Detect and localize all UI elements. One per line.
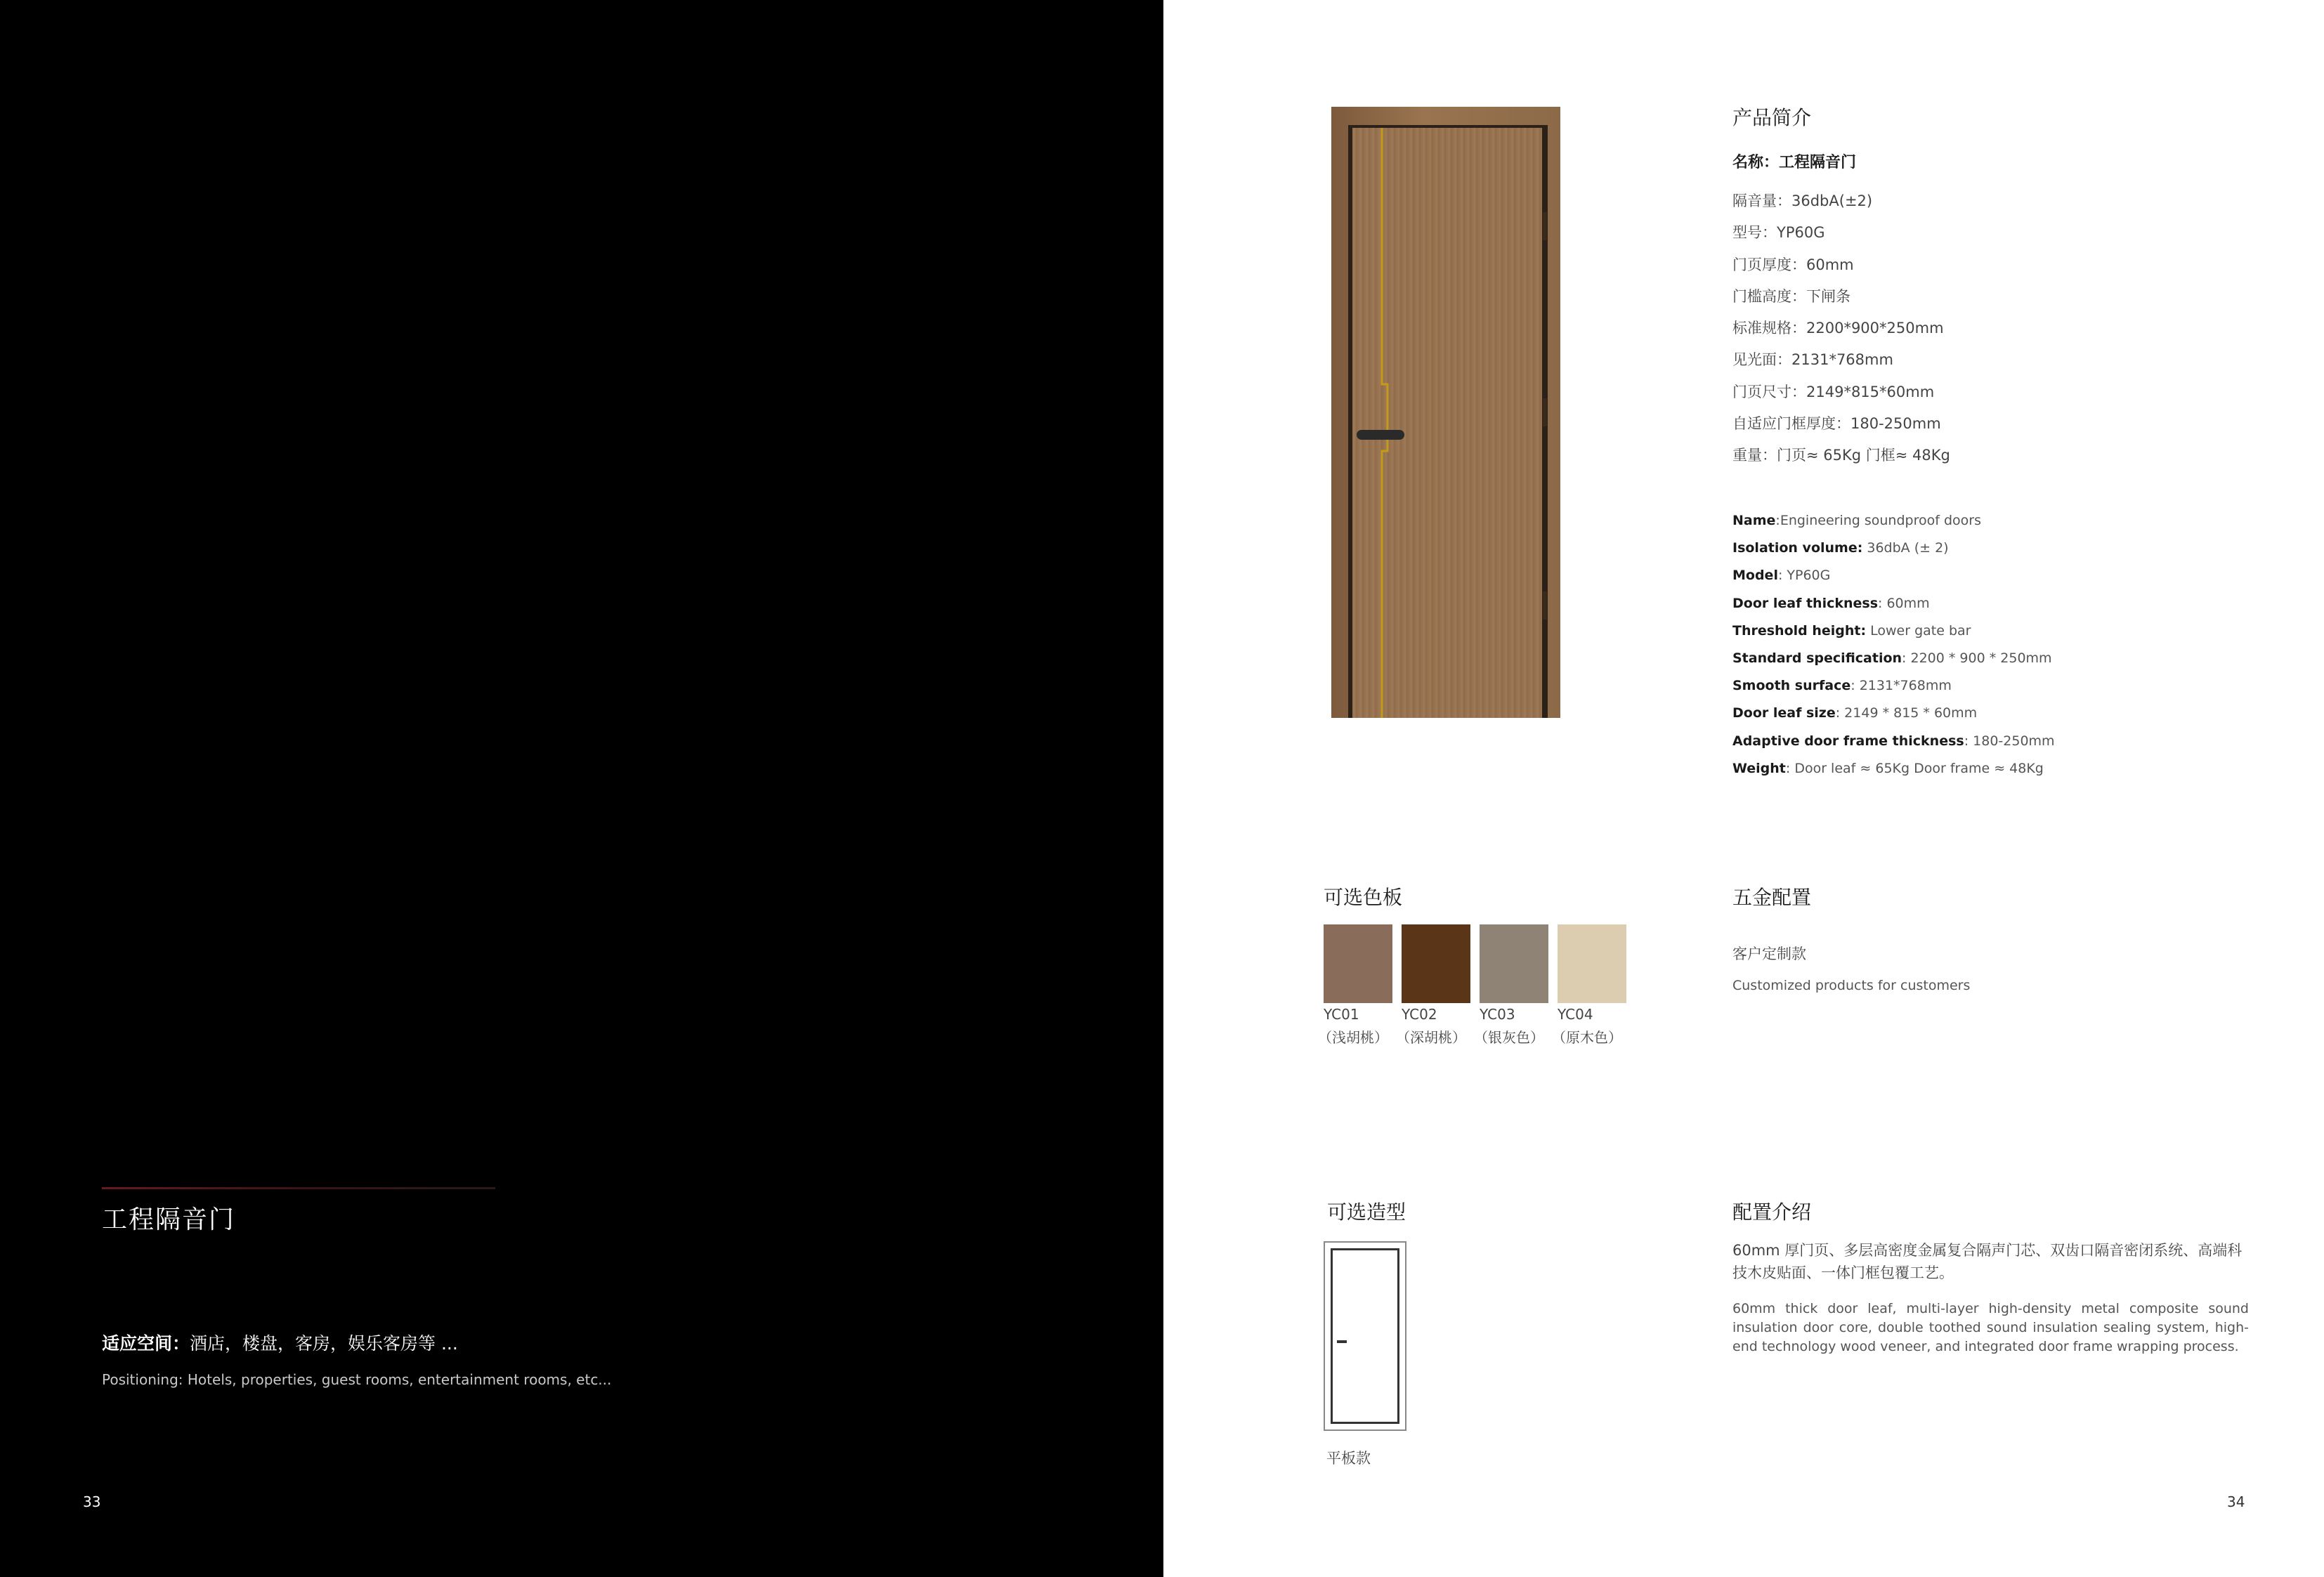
- specs-en-list: [1732, 513, 2055, 788]
- swatch-code: YC02: [1402, 1006, 1437, 1023]
- swatch-color: [1402, 924, 1470, 1003]
- page-number-right: 34: [2227, 1493, 2245, 1510]
- gold-inlay-line: [1331, 107, 1560, 718]
- application-label: 适应空间：: [102, 1333, 190, 1354]
- spec-cn-item: 自适应门框厚度：180-250mm: [1732, 415, 1941, 433]
- style-thumbnail-flat[interactable]: [1324, 1241, 1406, 1431]
- hinge-bottom: [1543, 591, 1547, 620]
- intro-heading: 产品简介: [1732, 106, 1812, 129]
- spec-en-value: Lower gate bar: [1866, 622, 1971, 639]
- swatch-code: YC01: [1324, 1006, 1359, 1023]
- spec-en-item: [1732, 733, 2055, 761]
- spec-cn-item: 型号：YP60G: [1732, 224, 1825, 242]
- swatch-code: YC03: [1480, 1006, 1515, 1023]
- spec-en-value: : YP60G: [1777, 568, 1831, 584]
- swatch-color: [1480, 924, 1548, 1003]
- colors-heading: 可选色板: [1324, 886, 1403, 909]
- config-heading: 配置介绍: [1732, 1200, 1812, 1224]
- swatch-name: （深胡桃）: [1396, 1029, 1466, 1046]
- spec-en-value: : 2200 * 900 * 250mm: [1902, 650, 2052, 666]
- spec-en-item: [1732, 650, 2055, 678]
- application-spaces: [102, 1330, 458, 1355]
- spec-en-label: Name: [1732, 513, 1776, 528]
- specs-cn-list: [1732, 190, 1950, 476]
- spec-en-item: [1732, 513, 2055, 540]
- spec-en-label: Door leaf size: [1732, 705, 1836, 721]
- spec-en-value: : 60mm: [1878, 595, 1930, 611]
- spec-en-label: Standard specification: [1732, 650, 1902, 666]
- door-handle: [1357, 430, 1404, 440]
- swatch-row: [1318, 924, 1626, 1049]
- spec-en-value: 36dbA (± 2): [1862, 540, 1949, 556]
- spec-en-item: [1732, 761, 2055, 788]
- swatch-yc04[interactable]: [1552, 924, 1626, 1049]
- spec-cn-item: 见光面：2131*768mm: [1732, 351, 1893, 369]
- spec-en-label: Weight: [1732, 760, 1786, 776]
- spec-en-label: Adaptive door frame thickness: [1732, 733, 1964, 749]
- accent-rule: [102, 1187, 495, 1189]
- spec-cn-item: 门页尺寸：2149*815*60mm: [1732, 383, 1935, 400]
- hardware-cn: 客户定制款: [1732, 945, 1806, 962]
- style-caption: 平板款: [1326, 1450, 1371, 1467]
- swatch-yc03[interactable]: [1474, 924, 1548, 1049]
- spec-cn-item: 门页厚度：60mm: [1732, 256, 1854, 273]
- thumbnail-handle: [1337, 1340, 1347, 1343]
- swatch-code: YC04: [1558, 1006, 1593, 1023]
- swatch-color: [1558, 924, 1626, 1003]
- spec-en-item: [1732, 568, 2055, 595]
- spec-en-value: :Engineering soundproof doors: [1775, 513, 1981, 528]
- spec-en-value: : Door leaf ≈ 65Kg Door frame ≈ 48Kg: [1785, 760, 2044, 776]
- hinge-middle: [1543, 398, 1547, 426]
- swatch-name: （浅胡桃）: [1318, 1029, 1388, 1046]
- spec-en-item: [1732, 540, 2055, 568]
- hinge-top: [1543, 212, 1547, 240]
- spec-en-label: Smooth surface: [1732, 678, 1851, 694]
- config-en: 60mm thick door leaf, multi-layer high-density metal composite sound insulation door core, double toothed sound insulation sealing system, high-end technology wood veneer, and integrated door frame wrapping process.: [1732, 1301, 2249, 1354]
- positioning-en: Positioning: Hotels, properties, guest rooms, entertainment rooms, etc...: [102, 1371, 612, 1388]
- spec-en-value: : 2131*768mm: [1850, 678, 1952, 694]
- swatch-name: （原木色）: [1552, 1029, 1622, 1046]
- styles-heading: 可选造型: [1327, 1200, 1406, 1224]
- spec-cn-item: 重量：门页≈ 65Kg 门框≈ 48Kg: [1732, 447, 1950, 464]
- spec-en-item: [1732, 705, 2055, 733]
- spec-en-value: : 180-250mm: [1964, 733, 2055, 749]
- spec-cn-item: 隔音量：36dbA(±2): [1732, 192, 1873, 209]
- swatch-color: [1324, 924, 1392, 1003]
- spec-en-item: [1732, 678, 2055, 705]
- spec-cn-item: 标准规格：2200*900*250mm: [1732, 320, 1944, 337]
- spec-en-label: Isolation volume:: [1732, 540, 1863, 556]
- spec-en-label: Model: [1732, 568, 1778, 584]
- swatch-yc01[interactable]: [1318, 924, 1392, 1049]
- thumbnail-door: [1331, 1248, 1399, 1424]
- spec-en-label: Door leaf thickness: [1732, 595, 1879, 611]
- hardware-en: Customized products for customers: [1732, 978, 1971, 993]
- page-number-left: 33: [83, 1493, 101, 1510]
- door-product-image: [1331, 107, 1560, 718]
- swatch-name: （银灰色）: [1474, 1029, 1544, 1046]
- spec-en-item: [1732, 623, 2055, 650]
- product-name: 名称：工程隔音门: [1732, 154, 1857, 171]
- config-cn: 60mm 厚门页、多层高密度金属复合隔声门芯、双齿口隔音密闭系统、高端科技木皮贴面、一体门框包覆工艺。: [1732, 1242, 2243, 1281]
- page-title: 工程隔音门: [102, 1205, 236, 1234]
- application-value: 酒店，楼盘，客房，娱乐客房等 ...: [190, 1333, 458, 1354]
- swatch-yc02[interactable]: [1396, 924, 1470, 1049]
- spec-en-item: [1732, 596, 2055, 623]
- hardware-heading: 五金配置: [1732, 886, 1812, 909]
- spec-cn-item: 门槛高度：下闸条: [1732, 287, 1850, 305]
- spec-en-value: : 2149 * 815 * 60mm: [1835, 705, 1978, 721]
- spec-en-label: Threshold height:: [1732, 622, 1867, 639]
